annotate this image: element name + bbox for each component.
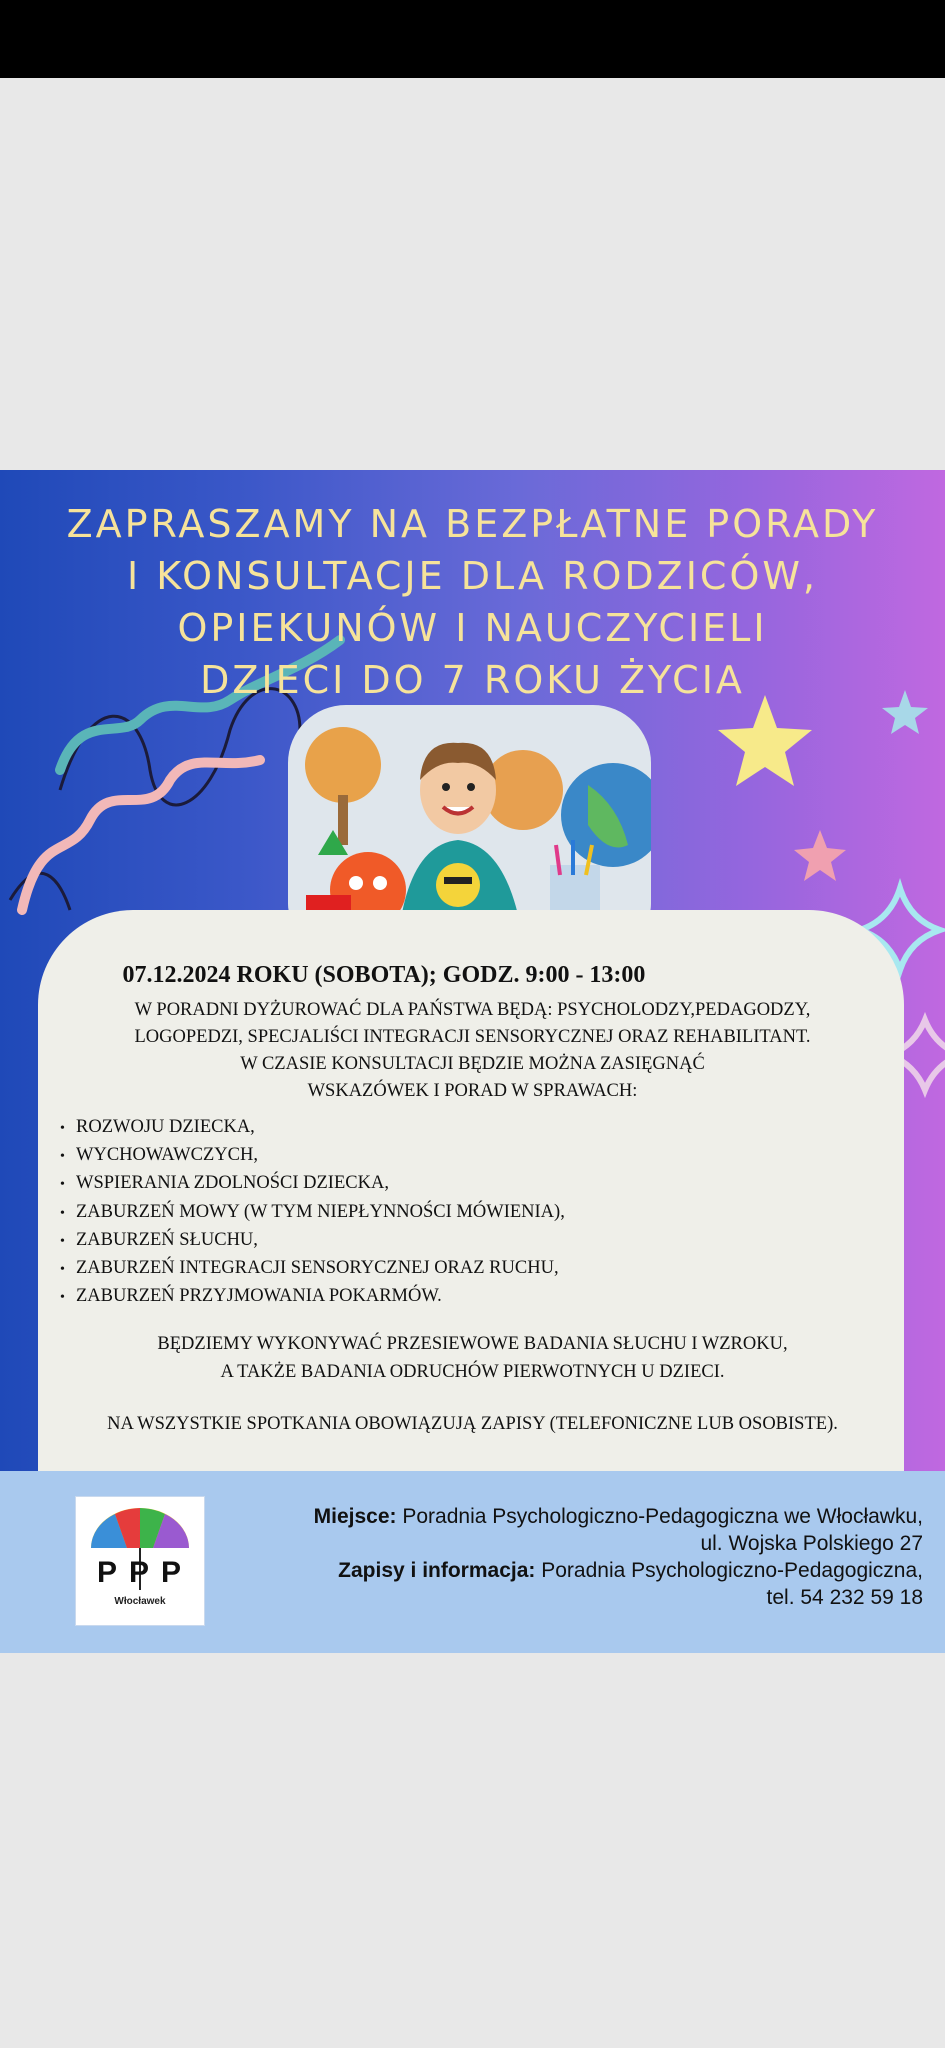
place-line bbox=[223, 1503, 923, 1530]
list-item: • ZABURZEŃ INTEGRACJI SENSORYCZNEJ ORAZ RUCHU, bbox=[60, 1255, 860, 1283]
list-item: • ZABURZEŃ MOWY (W TYM NIEPŁYNNOŚCI MÓWIENIA), bbox=[60, 1199, 860, 1227]
list-item: • ZABURZEŃ PRZYJMOWANIA POKARMÓW. bbox=[60, 1283, 860, 1311]
intro-text bbox=[45, 997, 900, 1105]
list-item: • WYCHOWAWCZYCH, bbox=[60, 1142, 860, 1170]
star-pink-icon bbox=[794, 830, 846, 881]
footer-info bbox=[223, 1503, 923, 1611]
headline-line: I KONSULTACJE DLA RODZICÓW, bbox=[126, 554, 819, 598]
pink-squiggle bbox=[22, 760, 260, 910]
place-value: Poradnia Psychologiczno-Pedagogiczna we Włocławku, bbox=[402, 1505, 923, 1528]
headline bbox=[40, 498, 905, 706]
phone: tel. 54 232 59 18 bbox=[766, 1586, 923, 1609]
contact-label: Zapisy i informacja: bbox=[338, 1559, 536, 1582]
intro-line: LOGOPEDZI, SPECJALIŚCI INTEGRACJI SENSORYCZNEJ ORAZ REHABILITANT. bbox=[134, 1027, 811, 1047]
logo-caption: Włocławek bbox=[114, 1596, 166, 1607]
event-date: 07.12.2024 ROKU (SOBOTA); GODZ. 9:00 - 13:00 bbox=[122, 962, 646, 988]
place-label: Miejsce: bbox=[313, 1505, 397, 1528]
headline-line: OPIEKUNÓW I NAUCZYCIELI bbox=[177, 606, 768, 650]
child-photo bbox=[288, 705, 651, 940]
topics-list bbox=[60, 1114, 860, 1311]
headline-line: ZAPRASZAMY NA BEZPŁATNE PORADY bbox=[66, 502, 879, 546]
contact-value: Poradnia Psychologiczno-Pedagogiczna, bbox=[541, 1559, 923, 1582]
list-item: • ROZWOJU DZIECKA, bbox=[60, 1114, 860, 1142]
ppp-logo bbox=[76, 1497, 204, 1625]
headline-line: DZIECI DO 7 ROKU ŻYCIA bbox=[200, 658, 745, 702]
contact-line bbox=[223, 1557, 923, 1584]
intro-line: W CZASIE KONSULTACJI BĘDZIE MOŻNA ZASIĘGNĄĆ bbox=[240, 1054, 705, 1074]
intro-line: W PORADNI DYŻUROWAĆ DLA PAŃSTWA BĘDĄ: PSYCHOLODZY,PEDAGODZY, bbox=[134, 1000, 811, 1020]
logo-letter-1: P bbox=[97, 1556, 118, 1589]
child-photo-illustration bbox=[288, 705, 651, 940]
list-item: • ZABURZEŃ SŁUCHU, bbox=[60, 1227, 860, 1255]
address: ul. Wojska Polskiego 27 bbox=[700, 1532, 923, 1555]
logo-letter-2: P bbox=[129, 1556, 150, 1589]
status-bar bbox=[0, 0, 945, 78]
logo-letter-3: P bbox=[161, 1556, 182, 1589]
footer bbox=[0, 1471, 945, 1653]
list-item: • WSPIERANIA ZDOLNOŚCI DZIECKA, bbox=[60, 1170, 860, 1198]
umbrella-icon bbox=[79, 1500, 201, 1600]
registration-note: NA WSZYSTKIE SPOTKANIA OBOWIĄZUJĄ ZAPISY (TELEFONICZNE LUB OSOBISTE). bbox=[107, 1414, 838, 1434]
intro-line: WSKAZÓWEK I PORAD W SPRAWACH: bbox=[307, 1081, 638, 1101]
screening-line: BĘDZIEMY WYKONYWAĆ PRZESIEWOWE BADANIA SŁUCHU I WZROKU, bbox=[157, 1334, 788, 1354]
star-yellow-icon bbox=[718, 695, 812, 786]
screening-text bbox=[45, 1330, 900, 1386]
screening-line: A TAKŻE BADANIA ODRUCHÓW PIERWOTNYCH U DZIECI. bbox=[220, 1362, 725, 1382]
